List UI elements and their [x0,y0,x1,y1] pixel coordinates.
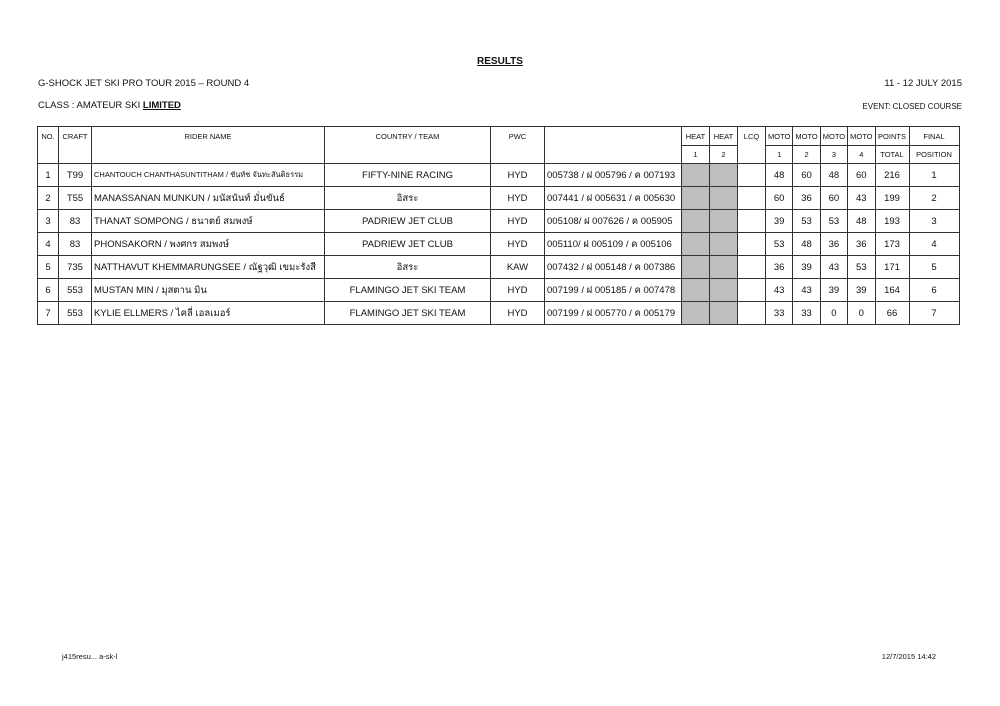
col-total: TOTAL [875,146,909,164]
cell-moto-1: 36 [766,256,793,279]
col-moto-2: MOTO [793,127,820,146]
cell-lcq [738,279,766,302]
col-moto-4: MOTO [848,127,875,146]
cell-craft: 735 [59,256,92,279]
cell-country-team: FIFTY-NINE RACING [325,164,491,187]
cell-moto-2: 33 [793,302,820,325]
class-line [38,100,181,111]
cell-moto-1: 33 [766,302,793,325]
cell-lcq [738,164,766,187]
cell-heat-2 [710,256,738,279]
col-moto-1: MOTO [766,127,793,146]
footer-timestamp: 12/7/2015 14:42 [881,652,936,661]
cell-no: 5 [38,256,59,279]
event-type: EVENT: CLOSED COURSE [862,102,962,111]
cell-heat-2 [710,233,738,256]
cell-position: 4 [909,233,959,256]
cell-rider-name: MANASSANAN MUNKUN / มนัสนันท์ มั่นขันธ์ [92,187,325,210]
col-lcq-sub [738,146,766,164]
cell-moto-1: 48 [766,164,793,187]
cell-position: 3 [909,210,959,233]
cell-lcq [738,210,766,233]
cell-craft: 553 [59,279,92,302]
table-row [38,164,960,187]
cell-country-team: อิสระ [325,256,491,279]
cell-moto-4: 39 [848,279,875,302]
cell-moto-4: 48 [848,210,875,233]
cell-country-team: PADRIEW JET CLUB [325,210,491,233]
cell-heat-1 [682,210,710,233]
header-row [38,127,960,146]
cell-craft: 553 [59,302,92,325]
cell-moto-1: 43 [766,279,793,302]
cell-heat-2 [710,210,738,233]
cell-moto-2: 36 [793,187,820,210]
table-row [38,256,960,279]
col-moto-3-num: 3 [820,146,847,164]
col-moto-2-num: 2 [793,146,820,164]
footer-file-ref: j415resu... a-sk-l [62,652,118,661]
cell-moto-2: 60 [793,164,820,187]
col-rider-name: RIDER NAME [92,127,325,146]
cell-registration: 005738 / ฝ 005796 / ค 007193 [545,164,682,187]
col-craft: CRAFT [59,127,92,146]
col-country-team: COUNTRY / TEAM [325,127,491,146]
cell-no: 3 [38,210,59,233]
cell-lcq [738,233,766,256]
cell-heat-2 [710,187,738,210]
cell-heat-1 [682,302,710,325]
cell-total: 66 [875,302,909,325]
cell-moto-4: 0 [848,302,875,325]
cell-country-team: อิสระ [325,187,491,210]
cell-heat-2 [710,279,738,302]
col-no: NO. [38,127,59,146]
table-row [38,279,960,302]
cell-craft: 83 [59,210,92,233]
cell-pwc: HYD [491,187,545,210]
cell-pwc: HYD [491,210,545,233]
cell-rider-name: KYLIE ELLMERS / ไคลี่ เอลเมอร์ [92,302,325,325]
results-title: RESULTS [477,56,523,67]
cell-country-team: PADRIEW JET CLUB [325,233,491,256]
cell-craft: 83 [59,233,92,256]
cell-country-team: FLAMINGO JET SKI TEAM [325,302,491,325]
cell-rider-name: PHONSAKORN / พงศกร สมพงษ์ [92,233,325,256]
cell-pwc: HYD [491,279,545,302]
col-final: FINAL [909,127,959,146]
cell-moto-1: 53 [766,233,793,256]
cell-registration: 007432 / ฝ 005148 / ค 007386 [545,256,682,279]
class-limited: LIMITED [142,100,181,111]
table-row [38,302,960,325]
col-registration-sub [545,146,682,164]
col-craft-sub [59,146,92,164]
col-lcq: LCQ [738,127,766,146]
cell-position: 7 [909,302,959,325]
cell-moto-3: 43 [820,256,847,279]
cell-registration: 007199 / ฝ 005770 / ค 005179 [545,302,682,325]
results-body [38,164,960,325]
cell-total: 199 [875,187,909,210]
cell-craft: T99 [59,164,92,187]
col-points: POINTS [875,127,909,146]
cell-moto-3: 36 [820,233,847,256]
col-heat-2-num: 2 [710,146,738,164]
cell-moto-2: 48 [793,233,820,256]
cell-moto-3: 0 [820,302,847,325]
cell-rider-name: NATTHAVUT KHEMMARUNGSEE / ณัฐวุฒิ เขมะรังสี [92,256,325,279]
cell-moto-2: 39 [793,256,820,279]
results-table [37,126,960,325]
cell-moto-3: 48 [820,164,847,187]
cell-moto-1: 39 [766,210,793,233]
col-heat-1-num: 1 [682,146,710,164]
cell-position: 2 [909,187,959,210]
cell-pwc: HYD [491,233,545,256]
cell-no: 1 [38,164,59,187]
cell-pwc: HYD [491,164,545,187]
cell-no: 2 [38,187,59,210]
event-date: 11 - 12 JULY 2015 [884,78,962,89]
cell-rider-name: MUSTAN MIN / มุสตาน มิน [92,279,325,302]
col-moto-4-num: 4 [848,146,875,164]
table-row [38,187,960,210]
col-pwc-sub [491,146,545,164]
cell-heat-1 [682,279,710,302]
col-position: POSITION [909,146,959,164]
cell-rider-name: THANAT SOMPONG / ธนาตย์ สมพงษ์ [92,210,325,233]
cell-moto-4: 43 [848,187,875,210]
table-row [38,233,960,256]
col-country-sub [325,146,491,164]
cell-no: 4 [38,233,59,256]
col-no-sub [38,146,59,164]
cell-moto-4: 53 [848,256,875,279]
cell-lcq [738,187,766,210]
cell-moto-3: 39 [820,279,847,302]
col-pwc: PWC [491,127,545,146]
cell-moto-3: 60 [820,187,847,210]
cell-heat-1 [682,256,710,279]
cell-total: 173 [875,233,909,256]
event-name: G-SHOCK JET SKI PRO TOUR 2015 – ROUND 4 [38,78,250,89]
cell-moto-2: 53 [793,210,820,233]
cell-total: 171 [875,256,909,279]
col-heat-2: HEAT [710,127,738,146]
col-moto-1-num: 1 [766,146,793,164]
cell-registration: 005108/ ฝ 007626 / ค 005905 [545,210,682,233]
col-moto-3: MOTO [820,127,847,146]
cell-heat-1 [682,233,710,256]
cell-heat-1 [682,187,710,210]
cell-moto-4: 60 [848,164,875,187]
cell-registration: 007441 / ฝ 005631 / ค 005630 [545,187,682,210]
cell-moto-3: 53 [820,210,847,233]
cell-no: 6 [38,279,59,302]
cell-pwc: KAW [491,256,545,279]
cell-position: 6 [909,279,959,302]
cell-total: 216 [875,164,909,187]
cell-country-team: FLAMINGO JET SKI TEAM [325,279,491,302]
cell-moto-2: 43 [793,279,820,302]
class-prefix: CLASS : AMATEUR SKI [38,100,143,111]
cell-total: 164 [875,279,909,302]
header-subrow [38,146,960,164]
col-rider-sub [92,146,325,164]
col-registration [545,127,682,146]
cell-craft: T55 [59,187,92,210]
cell-lcq [738,256,766,279]
cell-rider-name: CHANTOUCH CHANTHASUNTITHAM / ชันทัช จันทะสันติธรรม [92,164,325,187]
cell-registration: 005110/ ฝ 005109 / ค 005106 [545,233,682,256]
cell-lcq [738,302,766,325]
cell-heat-2 [710,302,738,325]
cell-heat-2 [710,164,738,187]
cell-position: 1 [909,164,959,187]
cell-no: 7 [38,302,59,325]
cell-pwc: HYD [491,302,545,325]
cell-total: 193 [875,210,909,233]
cell-position: 5 [909,256,959,279]
cell-heat-1 [682,164,710,187]
table-row [38,210,960,233]
col-heat-1: HEAT [682,127,710,146]
cell-moto-4: 36 [848,233,875,256]
cell-moto-1: 60 [766,187,793,210]
cell-registration: 007199 / ฝ 005185 / ค 007478 [545,279,682,302]
